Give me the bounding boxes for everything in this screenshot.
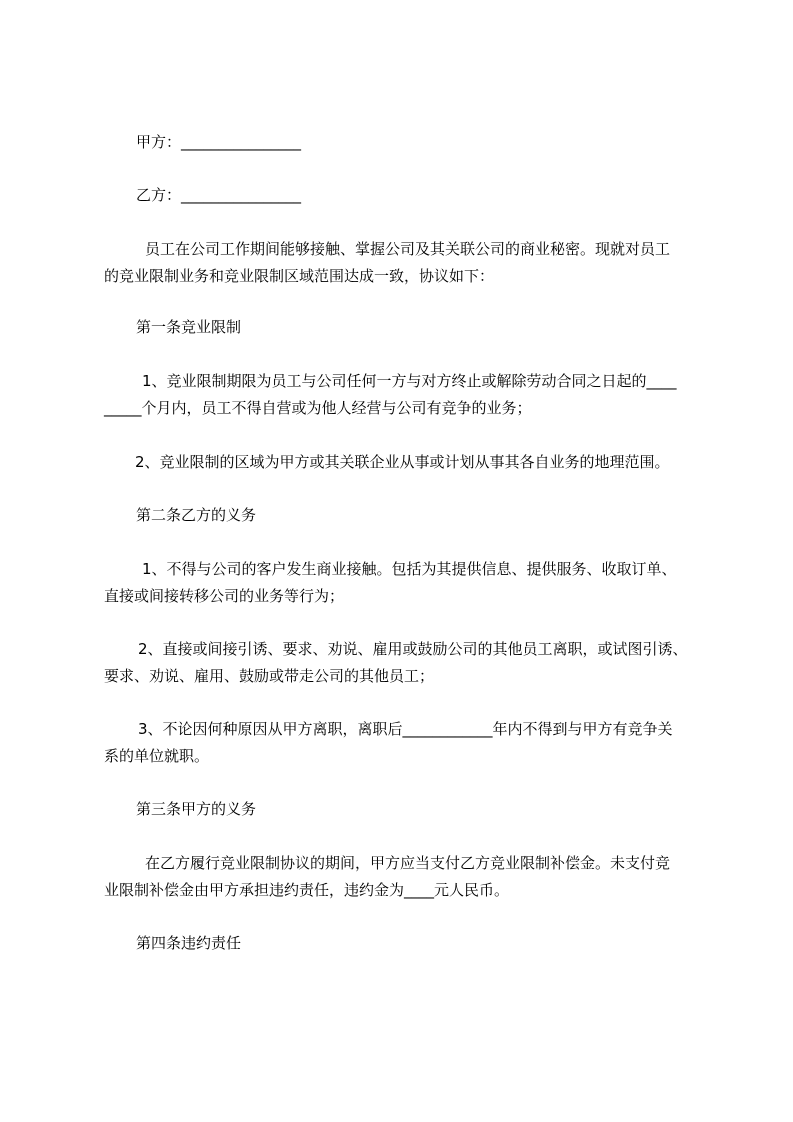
article2-item2-line-2: 要求、劝说、雇用、鼓励或带走公司的其他员工； bbox=[104, 667, 435, 685]
article2-item3-line-1: 3、不论因何种原因从甲方离职，离职后____________年内不得到与甲方有竞争关 bbox=[138, 720, 673, 738]
intro-line-2: 的竞业限制业务和竞业限制区域范围达成一致，协议如下： bbox=[104, 267, 495, 285]
article3-body-line-2: 业限制补偿金由甲方承担违约责任，违约金为____元人民币。 bbox=[104, 881, 510, 899]
article2-item3-line-2: 系的单位就职。 bbox=[104, 747, 210, 765]
party-b-line: 乙方：________________ bbox=[136, 186, 302, 204]
article2-item1-line-1: 1、不得与公司的客户发生商业接触。包括为其提供信息、提供服务、收取订单、 bbox=[142, 560, 677, 578]
party-a-line: 甲方：________________ bbox=[136, 133, 302, 151]
article4-title: 第四条违约责任 bbox=[136, 934, 242, 952]
article2-item1-line-2: 直接或间接转移公司的业务等行为； bbox=[104, 587, 345, 605]
article2-title: 第二条乙方的义务 bbox=[136, 506, 257, 524]
article1-item2: 2、竞业限制的区域为甲方或其关联企业从事或计划从事其各自业务的地理范围。 bbox=[135, 453, 670, 471]
article1-item1-line-1: 1、竞业限制期限为员工与公司任何一方与对方终止或解除劳动合同之日起的____ bbox=[142, 372, 677, 390]
article3-body-line-1: 在乙方履行竞业限制协议的期间，甲方应当支付乙方竞业限制补偿金。未支付竞 bbox=[145, 854, 671, 872]
intro-line-1: 员工在公司工作期间能够接触、掌握公司及其关联公司的商业秘密。现就对员工 bbox=[145, 240, 671, 258]
article1-title: 第一条竞业限制 bbox=[136, 318, 242, 336]
article1-item1-line-2: _____个月内，员工不得自营或为他人经营与公司有竞争的业务； bbox=[104, 399, 532, 417]
article3-title: 第三条甲方的义务 bbox=[136, 800, 257, 818]
article2-item2-line-1: 2、直接或间接引诱、要求、劝说、雇用或鼓励公司的其他员工离职，或试图引诱、 bbox=[138, 640, 688, 658]
